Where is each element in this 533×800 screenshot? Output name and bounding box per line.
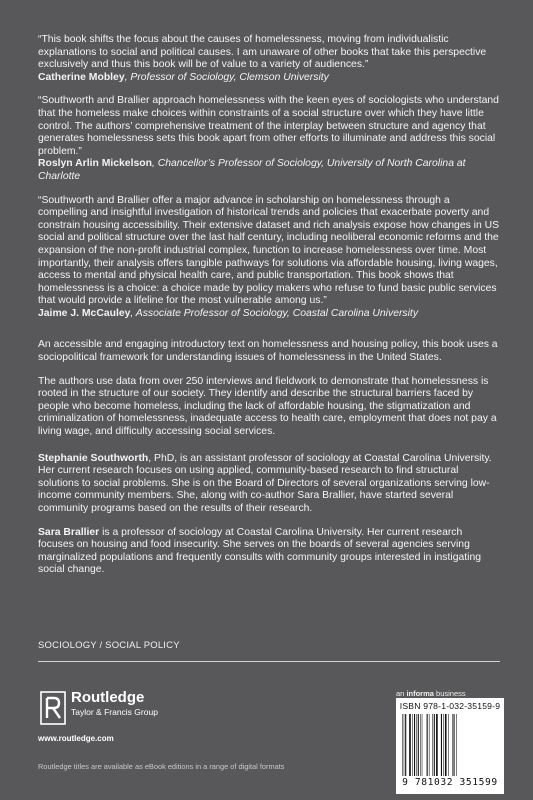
barcode-bar	[404, 714, 405, 776]
barcode-bar	[405, 714, 406, 776]
publisher-name: Routledge	[71, 689, 145, 706]
barcode-bar	[422, 714, 423, 776]
barcode-bar	[456, 714, 457, 776]
barcode-bar	[429, 714, 430, 776]
review-quote: “This book shifts the focus about the causes of homelessness, moving from individualistic explanations to social and political causes. I am unaware of other books that take this perspective exclusively and thus this book will be of value to a variety of audiences.”	[38, 34, 487, 71]
publisher-group: Taylor & Francis Group	[71, 707, 158, 717]
author-bio-2	[38, 527, 500, 577]
barcode-bar	[416, 714, 417, 776]
review-quote: “Southworth and Brallier offer a major advance in scholarship on homelessness through a compelling and insightful investigation of historical trends and policies that exacerbate poverty and constrain housing accessibility. Their extensive dataset and rich analysis expose how changes in US social and political structure over the last half century, including neoliberal economic reforms and the expansion of the non-profit industrial complex, function to increase homelessness over time. Most importantly, their analysis offers tangible pathways for solutions via affordable housing, living wages, access to mental and physical health care, and public transportation. This book shows that homelessness is a choice: a choice made by policy makers who refuse to fund basic public services that would provide a lifeline for the most vulnerable among us.”	[38, 194, 500, 307]
author-name: Stephanie Southworth	[38, 452, 149, 464]
barcode-bar	[414, 714, 415, 776]
barcode-bar	[412, 714, 413, 776]
routledge-logo-icon	[38, 690, 68, 728]
review-attribution	[38, 308, 500, 321]
barcode-bar	[434, 714, 435, 776]
informa-brand: informa	[406, 689, 434, 698]
isbn-text: ISBN 978-1-032-35159-9	[399, 701, 501, 711]
author-bio-1	[38, 453, 500, 516]
barcode-bar	[443, 714, 444, 776]
reviewer-affiliation: , Chancellor’s Professor of Sociology, University of North Carolina at Charlotte	[38, 158, 466, 182]
barcode-digits: 9 781032 351599	[402, 777, 498, 788]
author-bio-text: , PhD, is an assistant professor of sociology at Coastal Carolina University. Her current research focuses on using applied, community-based research to find structural solutions to social problems. She is on the Board of Directors of several organizations serving low-income community members. She, along with co-author Sara Brallier, have started several community programs based on the results of their research.	[38, 452, 492, 514]
reviewer-name: Catherine Mobley	[38, 71, 125, 83]
divider	[38, 661, 500, 662]
barcode-bar	[445, 714, 447, 776]
reviewer-affiliation: , Associate Professor of Sociology, Coastal Carolina University	[130, 307, 419, 319]
ebook-note: Routledge titles are available as eBook editions in a range of digital formats	[38, 762, 285, 771]
review-quote: “Southworth and Brallier approach homelessness with the keen eyes of sociologists who understand that the homeless make choices within constraints of a social structure over which they have little control. The authors’ comprehensive treatment of the interplay between structure and agency that generates homelessness sets this book apart from other efforts to illuminate and address this social problem.”	[38, 95, 499, 157]
barcode-bar	[432, 714, 433, 776]
review-attribution	[38, 72, 500, 85]
barcode-icon	[400, 714, 500, 776]
barcode-panel	[396, 698, 504, 794]
barcode-bar	[448, 714, 449, 776]
barcode-bar	[402, 714, 403, 776]
barcode-bar	[454, 714, 455, 776]
review-1	[38, 34, 500, 84]
barcode-bar	[441, 714, 442, 776]
reviewer-name: Roslyn Arlin Mickelson	[38, 158, 152, 170]
review-2	[38, 95, 500, 183]
barcode-bar	[418, 714, 419, 776]
author-name: Sara Brallier	[38, 526, 100, 538]
reviewer-affiliation: , Professor of Sociology, Clemson University	[124, 71, 329, 83]
book-description-2: The authors use data from over 250 interviews and fieldwork to demonstrate that homelessness is rooted in the structure of our society. They identify and describe the structural barriers faced by people who become homeless, including the lack of affordable housing, the stigmatization and criminalization of homelessness, inadequate access to health care, employment that does not pay a living wage, and difficulty accessing social services.	[38, 375, 497, 438]
informa-business: an informa business	[396, 689, 466, 698]
author-bio-text: is a professor of sociology at Coastal Carolina University. Her current research focuses on housing and food insecurity. She serves on the boards of several agencies serving marginalized populations and frequently consults with community groups interested in instigating social change.	[38, 526, 482, 576]
subject-category: SOCIOLOGY / SOCIAL POLICY	[38, 640, 180, 651]
cover-text	[38, 34, 500, 588]
book-description-1: An accessible and engaging introductory text on homelessness and housing policy, this book uses a sociopolitical framework for understanding issues of homelessness in the United States.	[38, 339, 498, 364]
review-attribution	[38, 158, 500, 183]
barcode-bar	[452, 714, 453, 776]
publisher-url: www.routledge.com	[38, 734, 114, 743]
barcode-bar	[436, 714, 438, 776]
barcode-bar	[409, 714, 411, 776]
review-3	[38, 195, 500, 321]
barcode-bar	[420, 714, 421, 776]
barcode-bar	[427, 714, 428, 776]
reviewer-name: Jaime J. McCauley	[38, 307, 131, 319]
